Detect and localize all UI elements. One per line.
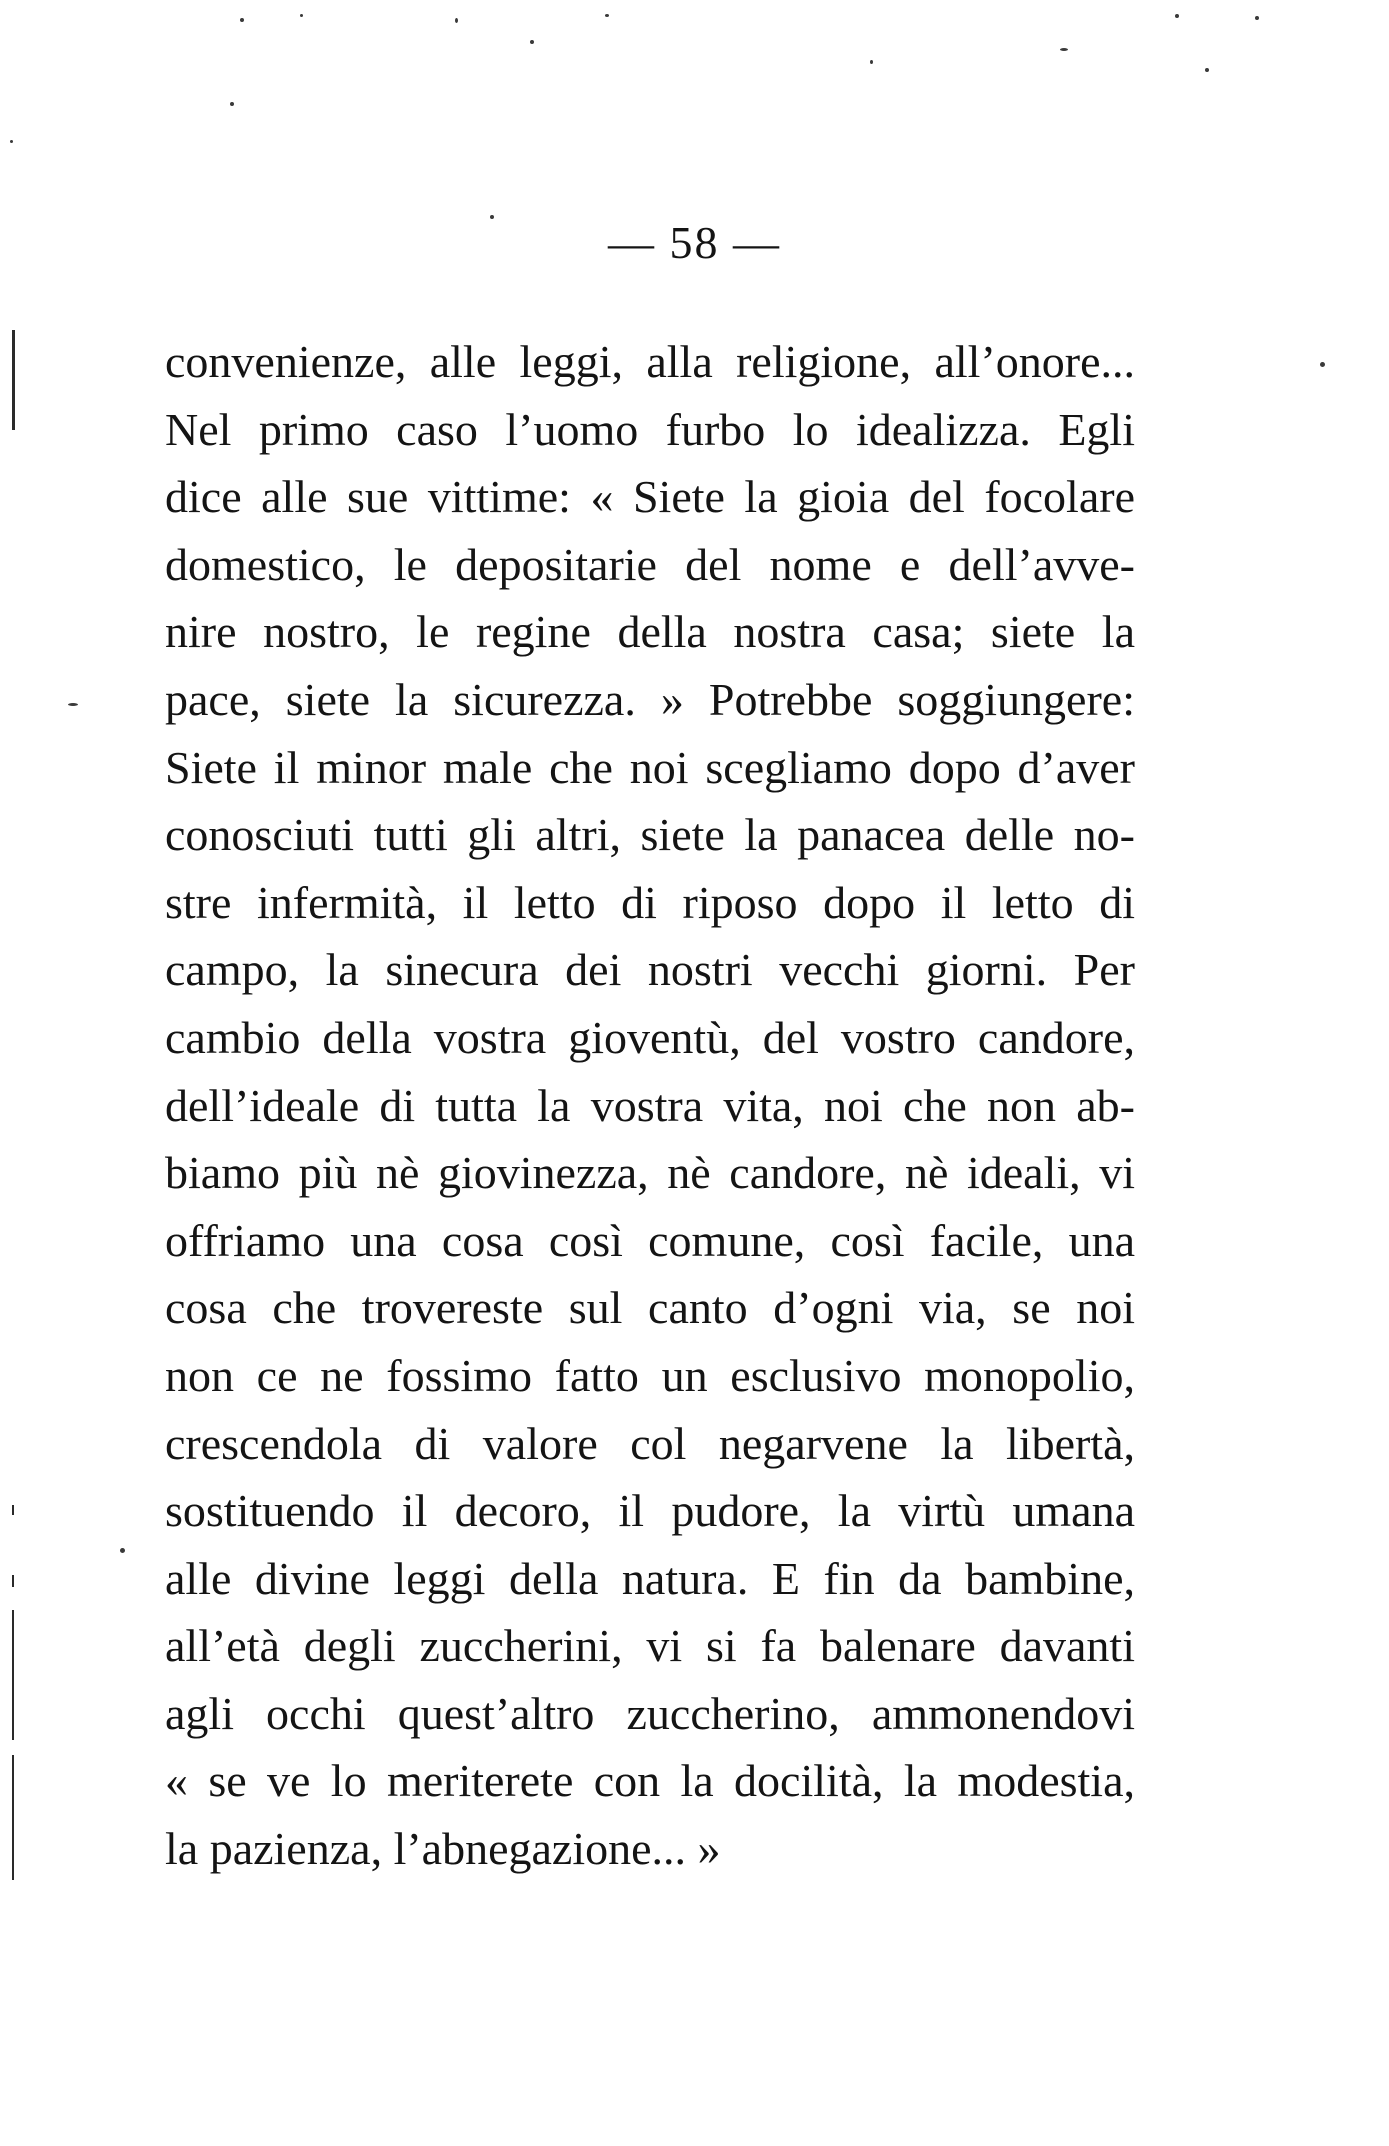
scan-edge-line bbox=[12, 1610, 14, 1740]
scan-edge-line bbox=[12, 1575, 14, 1587]
text-line: campo, la sinecura dei nostri vecchi giorni. Per bbox=[165, 944, 1135, 996]
scan-edge-line bbox=[12, 330, 15, 430]
scan-speck bbox=[1205, 68, 1209, 72]
text-line: pace, siete la sicurezza. » Potrebbe soggiungere: bbox=[165, 673, 1135, 725]
scan-speck bbox=[605, 14, 609, 17]
text-line: cambio della vostra gioventù, del vostro candore, bbox=[165, 1011, 1135, 1063]
text-line: all’età degli zuccherini, vi si fa balenare davanti bbox=[165, 1620, 1135, 1672]
page-number: — 58 — bbox=[608, 217, 781, 268]
scan-speck bbox=[230, 102, 234, 106]
scan-speck bbox=[1060, 48, 1068, 51]
text-line: offriamo una cosa così comune, così facile, una bbox=[165, 1214, 1135, 1266]
text-line: crescendola di valore col negarvene la libertà, bbox=[165, 1417, 1135, 1469]
text-line: nire nostro, le regine della nostra casa; siete la bbox=[165, 606, 1135, 658]
text-line: dell’ideale di tutta la vostra vita, noi che non ab- bbox=[165, 1079, 1135, 1131]
text-line: convenienze, alle leggi, alla religione, all’onore... bbox=[165, 336, 1135, 387]
scan-speck bbox=[240, 18, 244, 22]
text-line: dice alle sue vittime: « Siete la gioia del focolare bbox=[165, 471, 1135, 523]
scan-speck bbox=[455, 18, 458, 23]
text-line: agli occhi quest’altro zuccherino, ammonendovi bbox=[165, 1687, 1135, 1739]
text-line: Nel primo caso l’uomo furbo lo idealizza. Egli bbox=[165, 403, 1135, 455]
text-line: sostituendo il decoro, il pudore, la virtù umana bbox=[165, 1485, 1135, 1537]
text-line: non ce ne fossimo fatto un esclusivo monopolio, bbox=[165, 1349, 1135, 1401]
scan-speck bbox=[870, 60, 873, 64]
text-line: stre infermità, il letto di riposo dopo il letto di bbox=[165, 876, 1135, 928]
text-line: conosciuti tutti gli altri, siete la panacea delle no- bbox=[165, 809, 1135, 861]
scan-speck bbox=[1320, 362, 1325, 367]
text-line: « se ve lo meriterete con la docilità, la modestia, bbox=[165, 1755, 1135, 1807]
scan-speck bbox=[120, 1548, 125, 1553]
text-line: domestico, le depositarie del nome e dell’avve- bbox=[165, 538, 1135, 590]
scan-speck bbox=[1175, 14, 1179, 18]
scan-speck bbox=[1255, 16, 1259, 20]
body-text bbox=[165, 328, 1135, 1883]
text-line: cosa che trovereste sul canto d’ogni via, se noi bbox=[165, 1282, 1135, 1334]
scan-edge-line bbox=[12, 1755, 14, 1880]
text-line: alle divine leggi della natura. E fin da bambine, bbox=[165, 1552, 1135, 1604]
scan-speck bbox=[530, 40, 534, 44]
scan-speck bbox=[10, 140, 13, 143]
text-line: Siete il minor male che noi scegliamo dopo d’aver bbox=[165, 741, 1135, 793]
text-line: la pazienza, l’abnegazione... » bbox=[165, 1823, 721, 1875]
scan-speck bbox=[68, 703, 78, 706]
scan-edge-line bbox=[12, 1505, 14, 1515]
scan-speck bbox=[300, 14, 303, 17]
text-line: biamo più nè giovinezza, nè candore, nè ideali, vi bbox=[165, 1147, 1135, 1199]
